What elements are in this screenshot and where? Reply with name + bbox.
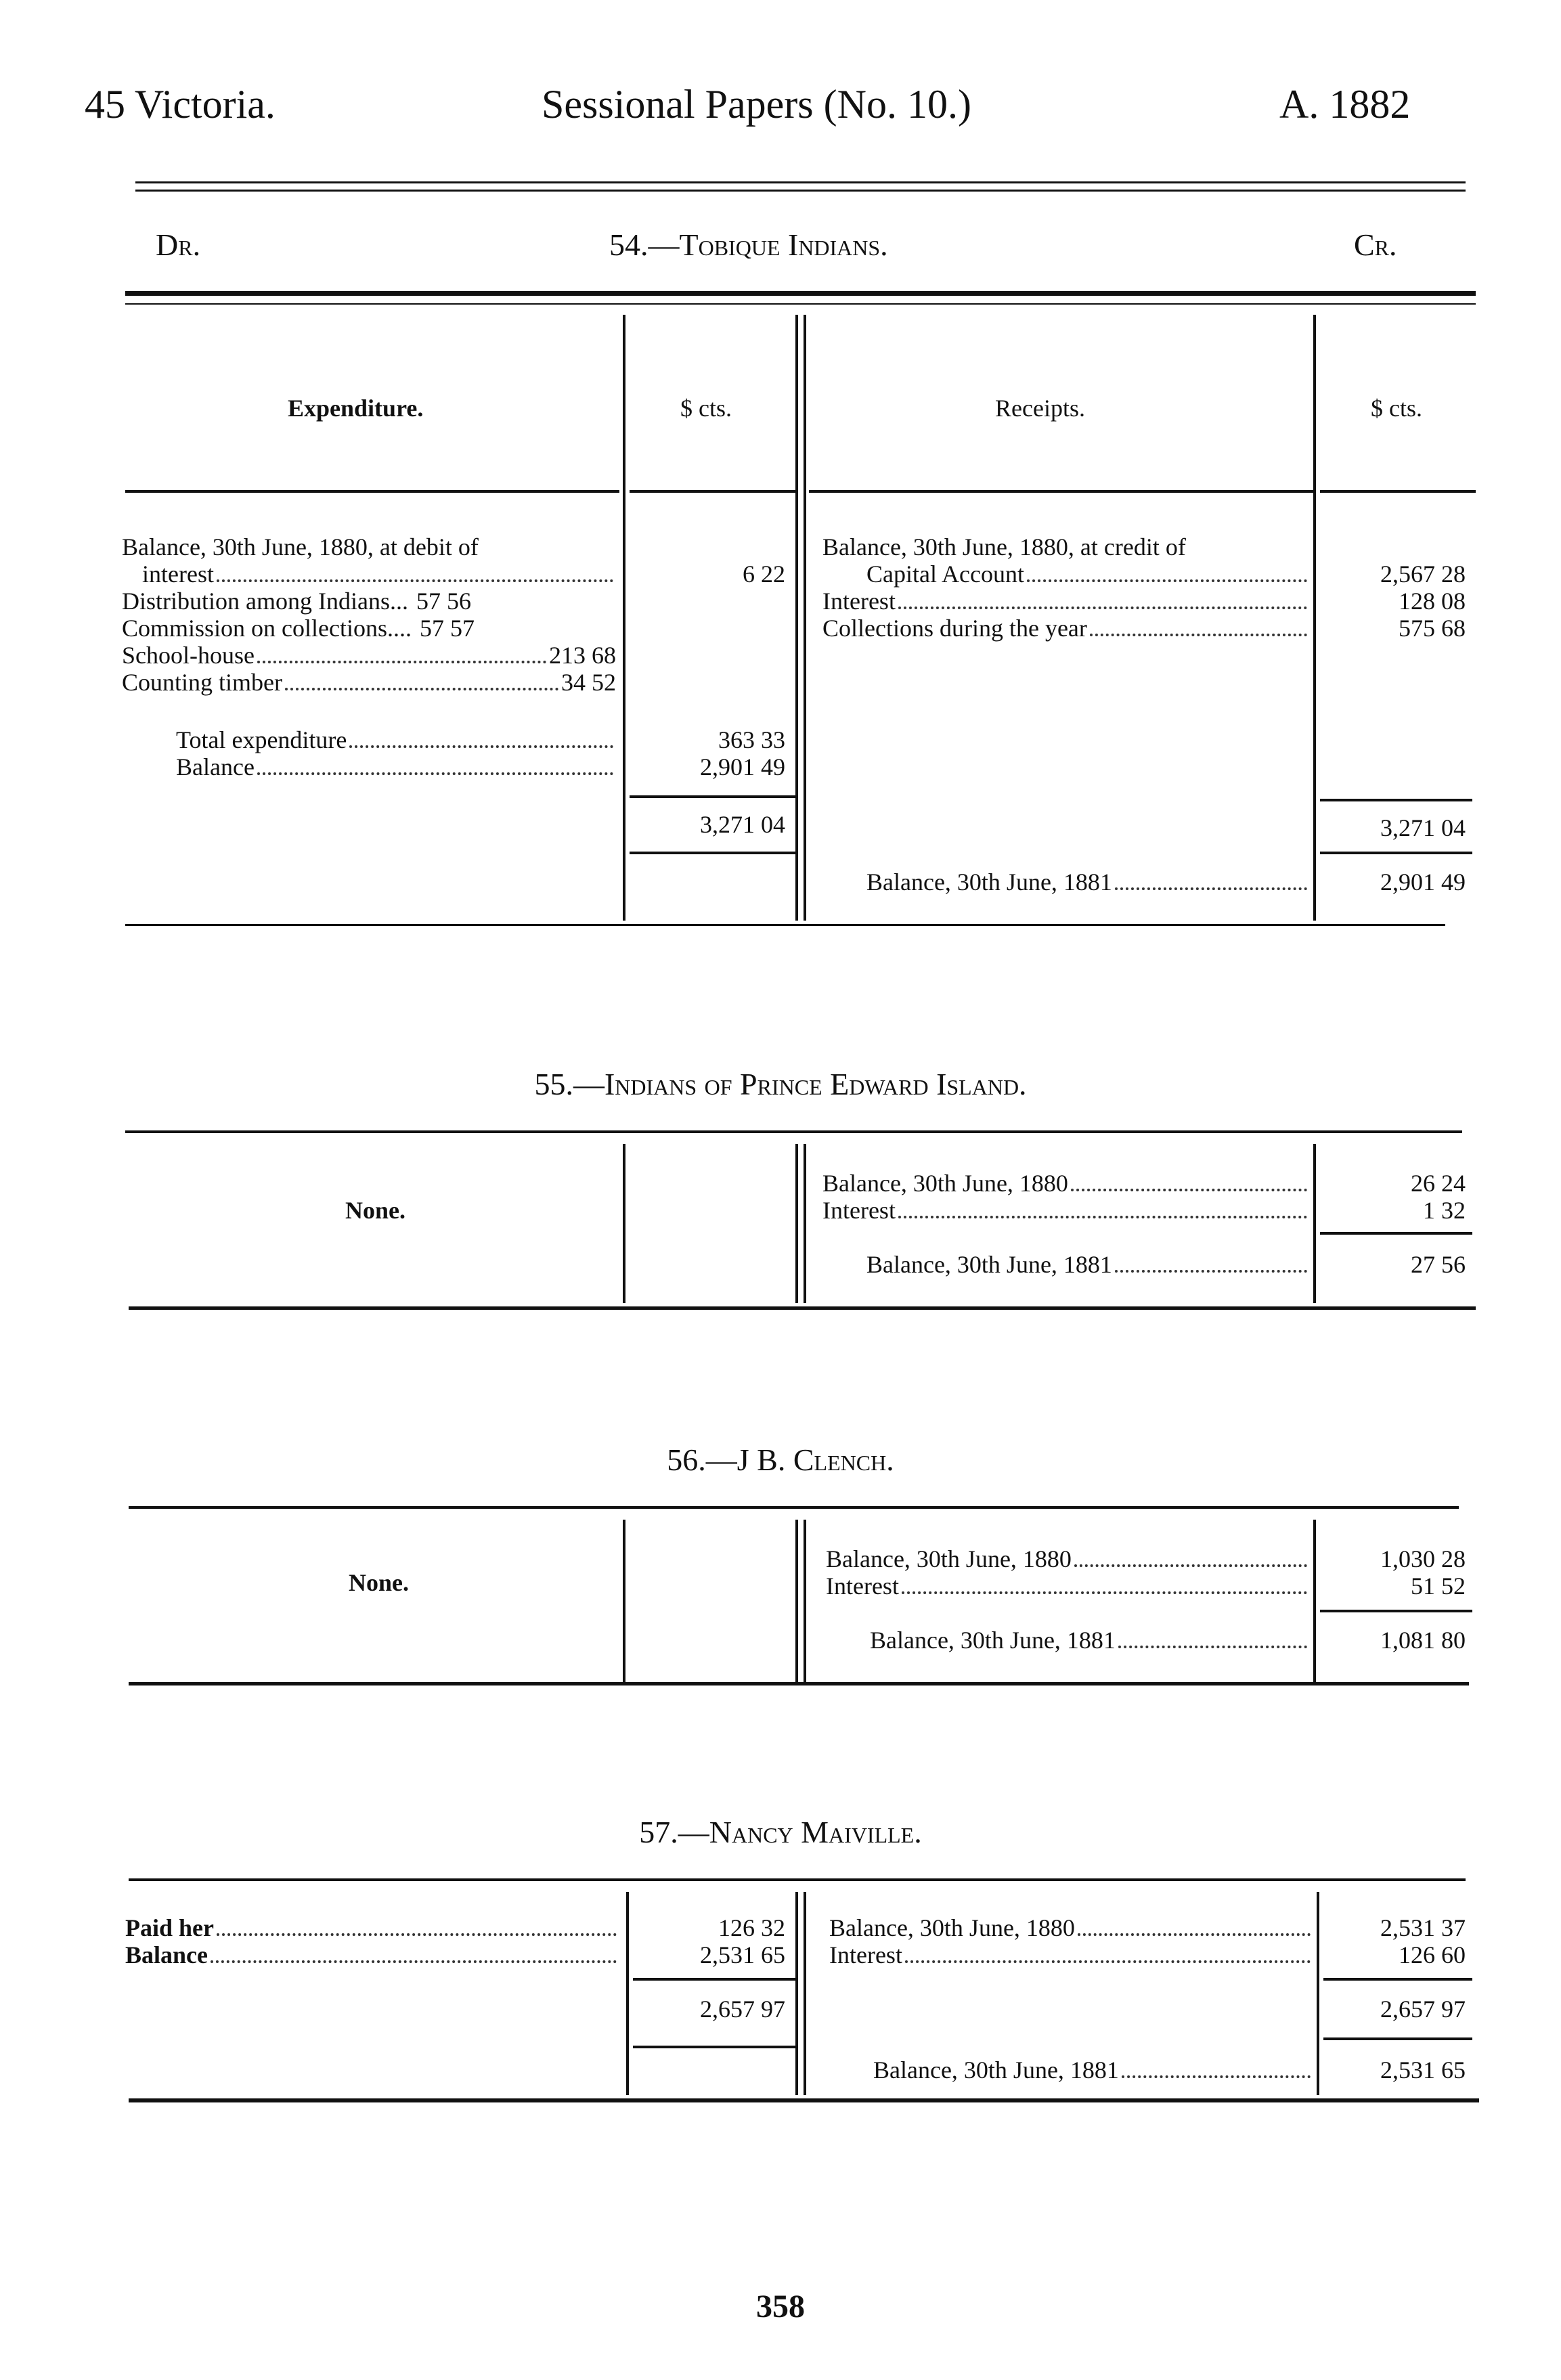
receipt-amount: 126 60 bbox=[1399, 1941, 1466, 1968]
total-expenditure-amount: 363 33 bbox=[718, 726, 785, 753]
expenditure-row: Balance, 30th June, 1880, at debit of bbox=[122, 533, 479, 560]
receipt-amount: 1,030 28 bbox=[1380, 1545, 1466, 1572]
s54-left-total-rule-2 bbox=[630, 852, 795, 854]
s54-left-total-rule bbox=[630, 795, 795, 798]
receipt-amount: 1 32 bbox=[1423, 1197, 1466, 1224]
s57-bottom-rule bbox=[129, 2098, 1479, 2102]
s57-left-total-rule-2 bbox=[633, 2046, 795, 2048]
s57-right-total-rule bbox=[1323, 1978, 1472, 1981]
col-dollars-right: $ cts. bbox=[1371, 395, 1422, 422]
receipt-row: Balance, 30th June, 1880 bbox=[822, 1171, 1310, 1197]
closing-balance-row: Balance, 30th June, 1881 bbox=[873, 2058, 1313, 2084]
s57-vline-1 bbox=[626, 1892, 629, 2095]
closing-balance-amount: 2,901 49 bbox=[1380, 868, 1466, 896]
s57-vline-3 bbox=[804, 1892, 806, 2095]
total-expenditure-row: Total expenditure bbox=[176, 728, 616, 753]
header-left: 45 Victoria. bbox=[85, 82, 276, 127]
page-number: 358 bbox=[756, 2289, 805, 2324]
expenditure-row: Paid her bbox=[125, 1916, 619, 1941]
expenditure-amount: 2,531 65 bbox=[700, 1941, 785, 1968]
expenditure-row: Balance bbox=[125, 1943, 619, 1968]
balance-row: Balance bbox=[176, 755, 616, 780]
col-expenditure: Expenditure. bbox=[288, 395, 424, 422]
right-total: 2,657 97 bbox=[1380, 1996, 1466, 2023]
s54-vline-1 bbox=[623, 315, 625, 921]
left-total: 2,657 97 bbox=[700, 1996, 785, 2023]
s55-total-rule bbox=[1320, 1232, 1472, 1235]
closing-balance-amount: 27 56 bbox=[1411, 1251, 1466, 1278]
expenditure-amount: 6 22 bbox=[743, 560, 785, 588]
receipt-row: Interest bbox=[822, 1198, 1310, 1224]
receipt-row: Balance, 30th June, 1880 bbox=[826, 1547, 1310, 1572]
s54-head-rule-a bbox=[125, 490, 619, 493]
receipt-row: Interest bbox=[829, 1943, 1313, 1968]
expenditure-row: Commission on collections.... 57 57 bbox=[122, 615, 475, 642]
s55-vline-1 bbox=[623, 1144, 625, 1303]
header-right: A. 1882 bbox=[1279, 82, 1411, 127]
closing-balance-amount: 2,531 65 bbox=[1380, 2056, 1466, 2084]
section54-title: 54.—Tobique Indians. bbox=[609, 227, 888, 262]
s55-vline-2 bbox=[795, 1144, 798, 1303]
receipt-amount: 128 08 bbox=[1399, 588, 1466, 615]
expenditure-row: interest bbox=[142, 562, 616, 588]
s55-top-rule bbox=[125, 1130, 1462, 1133]
section55-title: 55.—Indians of Prince Edward Island. bbox=[534, 1067, 1027, 1101]
s56-bottom-rule bbox=[129, 1682, 1469, 1685]
s54-head-rule-c bbox=[809, 490, 1313, 493]
s56-total-rule bbox=[1320, 1610, 1472, 1612]
s54-vline-4 bbox=[1313, 315, 1316, 921]
expenditure-row: Distribution among Indians... 57 56 bbox=[122, 588, 471, 615]
section55-none: None. bbox=[345, 1197, 405, 1224]
closing-balance-row: Balance, 30th June, 1881 bbox=[870, 1628, 1310, 1654]
receipt-amount: 51 52 bbox=[1411, 1572, 1466, 1600]
section54-top-rule-thin bbox=[125, 303, 1476, 305]
s56-vline-4 bbox=[1313, 1520, 1316, 1682]
s57-right-total-rule-2 bbox=[1323, 2037, 1472, 2040]
left-total: 3,271 04 bbox=[700, 811, 785, 838]
closing-balance-amount: 1,081 80 bbox=[1380, 1627, 1466, 1654]
receipt-row: Interest bbox=[822, 589, 1310, 615]
s54-vline-2 bbox=[795, 315, 798, 921]
dr-label: Dr. bbox=[156, 227, 201, 262]
closing-balance-row: Balance, 30th June, 1881 bbox=[866, 870, 1310, 896]
right-total: 3,271 04 bbox=[1380, 814, 1466, 841]
balance-amount: 2,901 49 bbox=[700, 753, 785, 780]
receipt-row: Interest bbox=[826, 1574, 1310, 1600]
expenditure-row: School-house 213 68 bbox=[122, 642, 616, 669]
receipt-amount: 575 68 bbox=[1399, 615, 1466, 642]
section54-top-rule bbox=[125, 291, 1476, 296]
s54-right-total-rule bbox=[1320, 799, 1472, 801]
receipt-row: Capital Account bbox=[866, 562, 1310, 588]
s56-vline-1 bbox=[623, 1520, 625, 1682]
s54-head-rule-d bbox=[1320, 490, 1476, 493]
receipt-amount: 26 24 bbox=[1411, 1170, 1466, 1197]
s54-bottom-rule bbox=[125, 924, 1445, 926]
section56-none: None. bbox=[349, 1569, 409, 1596]
header-rule-2 bbox=[135, 190, 1466, 192]
s57-vline-4 bbox=[1317, 1892, 1319, 2095]
expenditure-row: Counting timber 34 52 bbox=[122, 669, 616, 696]
cr-label: Cr. bbox=[1354, 227, 1397, 262]
s56-top-rule bbox=[129, 1506, 1459, 1509]
s54-head-rule-b bbox=[630, 490, 795, 493]
receipt-amount: 2,567 28 bbox=[1380, 560, 1466, 588]
receipt-amount: 2,531 37 bbox=[1380, 1914, 1466, 1941]
closing-balance-row: Balance, 30th June, 1881 bbox=[866, 1252, 1310, 1278]
header-center: Sessional Papers (No. 10.) bbox=[542, 82, 971, 127]
expenditure-amount: 126 32 bbox=[718, 1914, 785, 1941]
receipt-row: Collections during the year bbox=[822, 616, 1310, 642]
col-receipts: Receipts. bbox=[995, 395, 1085, 422]
s56-vline-3 bbox=[804, 1520, 806, 1682]
receipt-row: Balance, 30th June, 1880 bbox=[829, 1916, 1313, 1941]
s57-vline-2 bbox=[795, 1892, 798, 2095]
col-dollars-left: $ cts. bbox=[680, 395, 732, 422]
section56-title: 56.—J B. Clench. bbox=[667, 1442, 894, 1477]
s55-bottom-rule bbox=[129, 1306, 1476, 1310]
section57-title: 57.—Nancy Maiville. bbox=[639, 1815, 922, 1849]
s54-vline-3 bbox=[804, 315, 806, 921]
s57-left-total-rule bbox=[633, 1978, 795, 1981]
s54-right-total-rule-2 bbox=[1320, 852, 1472, 854]
receipt-row: Balance, 30th June, 1880, at credit of bbox=[822, 533, 1186, 560]
s55-vline-4 bbox=[1313, 1144, 1316, 1303]
header-rule-1 bbox=[135, 181, 1466, 183]
s55-vline-3 bbox=[804, 1144, 806, 1303]
s56-vline-2 bbox=[795, 1520, 798, 1682]
s57-top-rule bbox=[129, 1878, 1466, 1881]
